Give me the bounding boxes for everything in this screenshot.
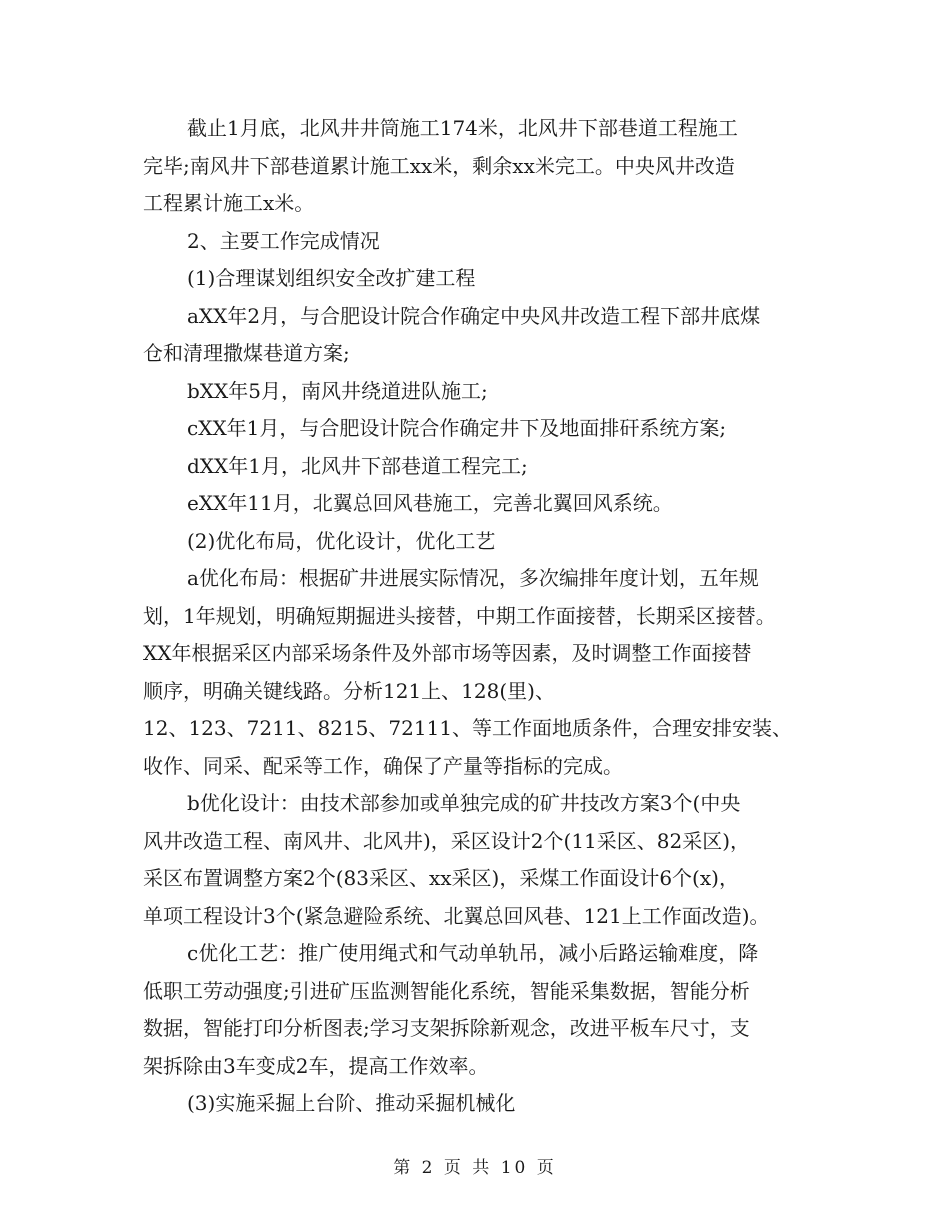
document-body [143, 110, 813, 1123]
text-line: 数据，智能打印分析图表;学习支架拆除新观念，改进平板车尺寸，支 [143, 1016, 750, 1040]
text-line: aXX年2月，与合肥设计院合作确定中央风井改造工程下部井底煤 [187, 303, 761, 328]
text-line: 收作、同采、配采等工作，确保了产量等指标的完成。 [143, 753, 623, 778]
text-line: 风井改造工程、南风井、北风井)，采区设计2个(11采区、82采区)， [143, 828, 751, 853]
page-footer [0, 1153, 950, 1178]
document-text [143, 110, 813, 1123]
text-line: 仓和清理撒煤巷道方案; [143, 341, 350, 365]
text-line: (2)优化布局，优化设计，优化工艺 [187, 528, 496, 553]
text-line: (3)实施采掘上台阶、推动采掘机械化 [187, 1091, 516, 1115]
text-line: XX年根据采区内部采场条件及外部市场等因素，及时调整工作面接替 [143, 641, 752, 665]
text-line: cXX年1月，与合肥设计院合作确定井下及地面排矸系统方案; [187, 416, 727, 440]
text-line: 单项工程设计3个(紧急避险系统、北翼总回风巷、121上工作面改造)。 [143, 903, 770, 928]
text-line: 2、主要工作完成情况 [187, 228, 380, 253]
text-line: 截止1月底，北风井井筒施工174米，北风井下部巷道工程施工 [187, 116, 738, 140]
text-line: c优化工艺：推广使用绳式和气动单轨吊，减小后路运输难度，降 [187, 941, 759, 965]
text-line: b优化设计：由技术部参加或单独完成的矿井技改方案3个(中央 [187, 791, 741, 815]
text-line: 顺序，明确关键线路。分析121上、128(里)、 [143, 678, 555, 703]
text-line: 架拆除由3车变成2车，提高工作效率。 [143, 1053, 489, 1078]
text-line: 低职工劳动强度;引进矿压监测智能化系统，智能采集数据，智能分析 [143, 978, 750, 1003]
text-line: 工程累计施工x米。 [143, 191, 315, 215]
text-line: 12、123、7211、8215、72111、等工作面地质条件，合理安排安装、 [143, 716, 793, 740]
text-line: 划，1年规划，明确短期掘进头接替，中期工作面接替，长期采区接替。 [143, 603, 776, 628]
text-line: dXX年1月，北风井下部巷道工程完工; [187, 453, 528, 478]
text-line: 完毕;南风井下部巷道累计施工xx米，剩余xx米完工。中央风井改造 [143, 153, 735, 178]
text-line: 采区布置调整方案2个(83采区、xx采区)，采煤工作面设计6个(x)， [143, 866, 739, 890]
text-line: (1)合理谋划组织安全改扩建工程 [187, 266, 476, 290]
text-line: a优化布局：根据矿井进展实际情况，多次编排年度计划，五年规 [187, 566, 759, 590]
text-line: bXX年5月，南风井绕道进队施工; [187, 378, 488, 403]
text-line: eXX年11月，北翼总回风巷施工，完善北翼回风系统。 [187, 491, 673, 515]
page-number-label: 第 2 页 共 10 页 [393, 1158, 557, 1178]
